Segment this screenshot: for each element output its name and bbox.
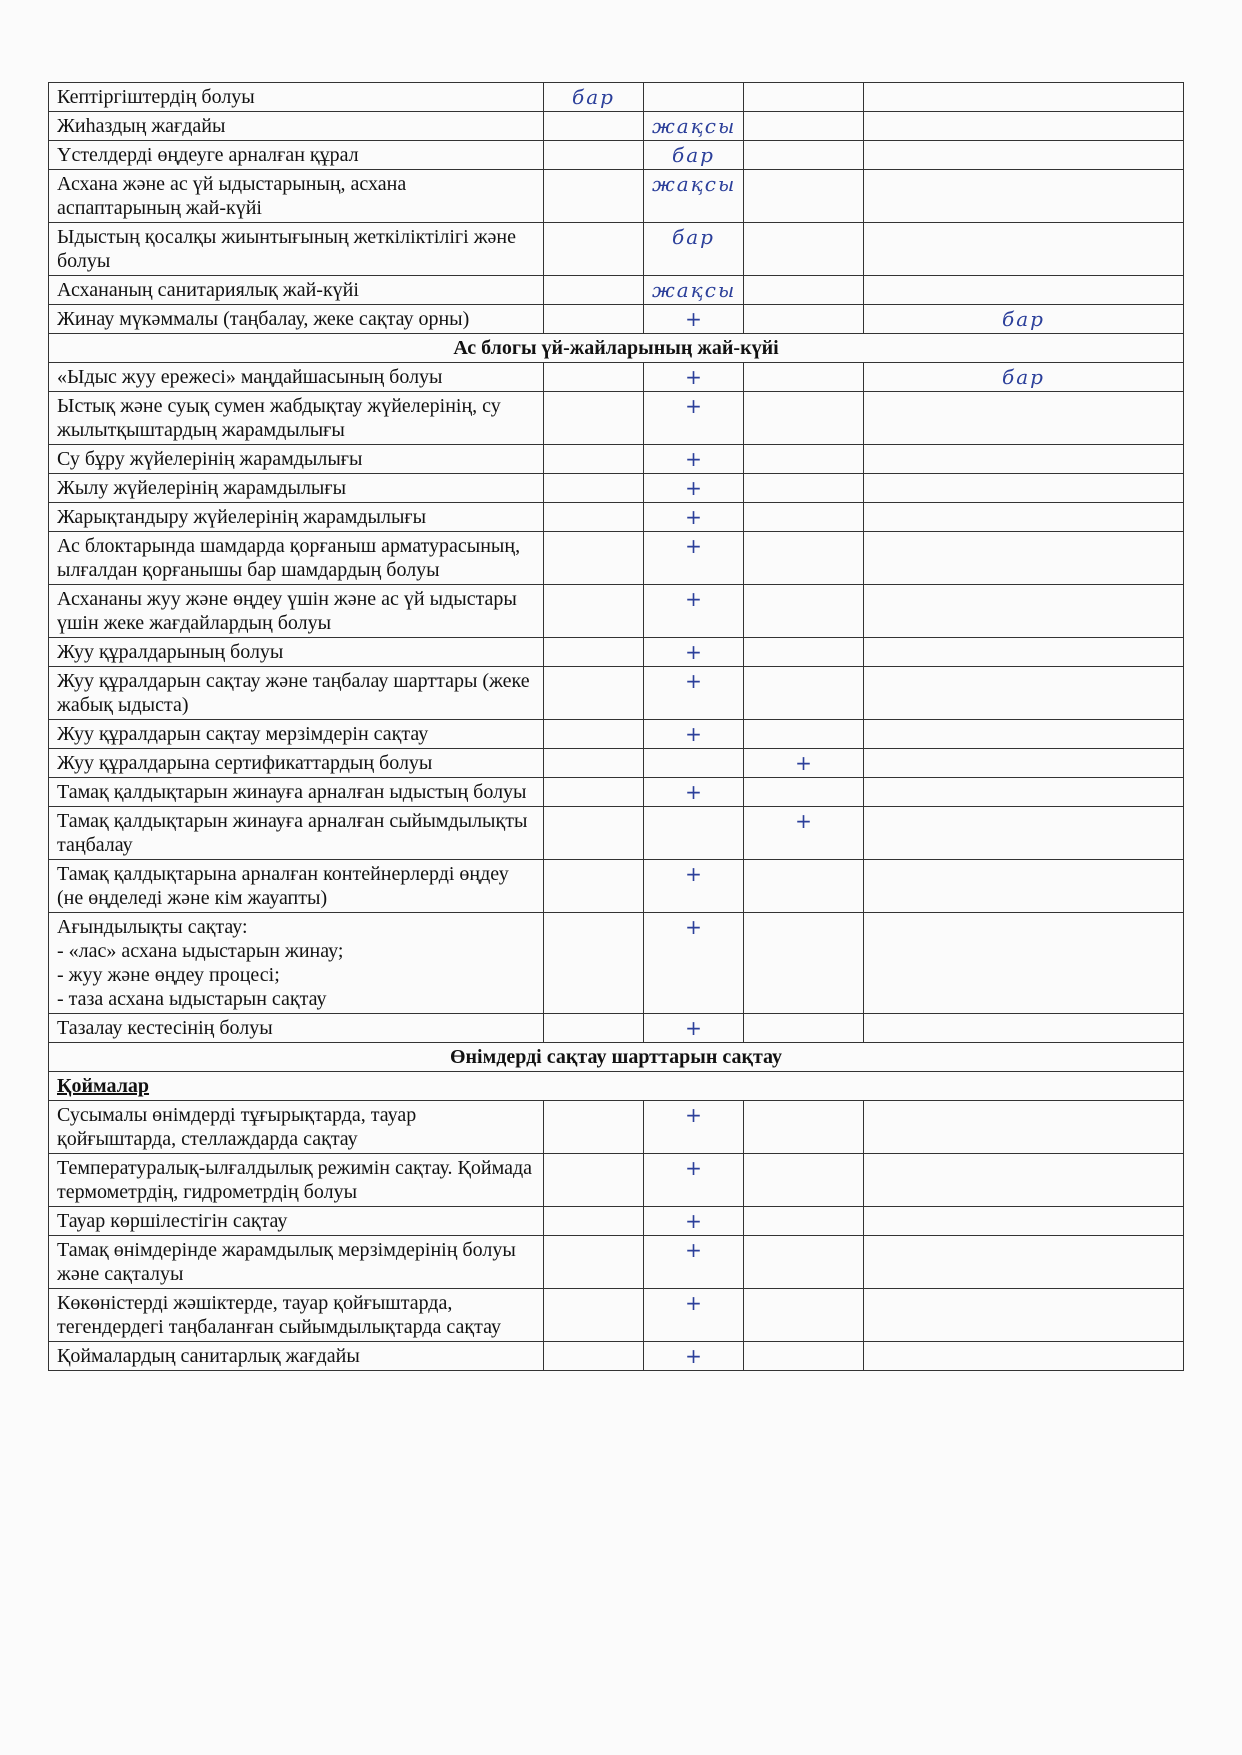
empty-cell (544, 1289, 644, 1342)
empty-cell (744, 1154, 864, 1207)
subheading: Қоймалар (49, 1072, 1184, 1101)
criterion-label: Тамақ қалдықтарын жинауға арналған ыдыстың болуы (49, 778, 544, 807)
table-row (49, 532, 1184, 585)
empty-cell (544, 1014, 644, 1043)
empty-cell (544, 141, 644, 170)
empty-cell (544, 638, 644, 667)
empty-cell (744, 720, 864, 749)
table-row (49, 83, 1184, 112)
empty-cell (744, 276, 864, 305)
check-mark: + (644, 474, 744, 503)
table-row (49, 363, 1184, 392)
section-heading-row (49, 334, 1184, 363)
check-mark: + (644, 667, 744, 720)
empty-cell (544, 720, 644, 749)
empty-cell (744, 778, 864, 807)
empty-cell (544, 276, 644, 305)
criterion-label: Жуу құралдарының болуы (49, 638, 544, 667)
handwritten-note: жақсы (644, 276, 744, 305)
table-row (49, 585, 1184, 638)
criterion-label: Тауар көршілестігін сақтау (49, 1207, 544, 1236)
check-mark: + (644, 305, 744, 334)
table-row (49, 392, 1184, 445)
empty-cell (864, 638, 1184, 667)
empty-cell (544, 1154, 644, 1207)
table-row (49, 1236, 1184, 1289)
table-row (49, 1342, 1184, 1371)
empty-cell (544, 392, 644, 445)
check-mark: + (744, 749, 864, 778)
empty-cell (864, 170, 1184, 223)
empty-cell (744, 1207, 864, 1236)
empty-cell (744, 170, 864, 223)
empty-cell (544, 860, 644, 913)
criterion-label: Асхана және ас үй ыдыстарының, асхана аспаптарының жай-күйі (49, 170, 544, 223)
criterion-label: Ыстық және суық сумен жабдықтау жүйелерінің, су жылытқыштардың жарамдылығы (49, 392, 544, 445)
empty-cell (864, 83, 1184, 112)
check-mark: + (644, 913, 744, 1014)
table-row (49, 223, 1184, 276)
empty-cell (544, 585, 644, 638)
check-mark: + (644, 1207, 744, 1236)
empty-cell (744, 223, 864, 276)
empty-cell (544, 532, 644, 585)
empty-cell (864, 1289, 1184, 1342)
table-row (49, 667, 1184, 720)
check-mark: + (644, 860, 744, 913)
empty-cell (864, 445, 1184, 474)
empty-cell (864, 223, 1184, 276)
empty-cell (864, 585, 1184, 638)
criterion-label: Сусымалы өнімдерді тұғырықтарда, тауар қойғыштарда, стеллаждарда сақтау (49, 1101, 544, 1154)
handwritten-note: жақсы (644, 112, 744, 141)
table-row (49, 305, 1184, 334)
criterion-label: Су бұру жүйелерінің жарамдылығы (49, 445, 544, 474)
section-heading-row (49, 1043, 1184, 1072)
handwritten-note: бар (544, 83, 644, 112)
empty-cell (644, 807, 744, 860)
criterion-label: Көкөністерді жәшіктерде, тауар қойғыштарда, тегендердегі таңбаланған сыйымдылықтарда сақтау (49, 1289, 544, 1342)
check-mark: + (644, 1236, 744, 1289)
empty-cell (744, 83, 864, 112)
table-row (49, 1014, 1184, 1043)
table-row (49, 474, 1184, 503)
criterion-label: Үстелдерді өңдеуге арналған құрал (49, 141, 544, 170)
check-mark: + (644, 445, 744, 474)
empty-cell (864, 276, 1184, 305)
table-row (49, 141, 1184, 170)
empty-cell (744, 392, 864, 445)
criterion-label: Ағындылықты сақтау: - «лас» асхана ыдыстарын жинау; - жуу және өңдеу процесі; - таза асхана ыдыстарын сақтау (49, 913, 544, 1014)
empty-cell (864, 1236, 1184, 1289)
empty-cell (544, 1207, 644, 1236)
table-row (49, 913, 1184, 1014)
check-mark: + (644, 503, 744, 532)
empty-cell (544, 223, 644, 276)
empty-cell (544, 1101, 644, 1154)
empty-cell (644, 83, 744, 112)
criterion-label: Жуу құралдарын сақтау және таңбалау шарттары (жеке жабық ыдыста) (49, 667, 544, 720)
criterion-label: Тамақ қалдықтарына арналған контейнерлерді өңдеу (не өңделеді және кім жауапты) (49, 860, 544, 913)
empty-cell (744, 638, 864, 667)
empty-cell (744, 445, 864, 474)
section-heading: Ас блогы үй-жайларының жай-күйі (49, 334, 1184, 363)
table-row (49, 638, 1184, 667)
empty-cell (744, 1236, 864, 1289)
empty-cell (744, 860, 864, 913)
empty-cell (544, 503, 644, 532)
empty-cell (544, 778, 644, 807)
empty-cell (864, 392, 1184, 445)
check-mark: + (644, 1154, 744, 1207)
table-row (49, 1207, 1184, 1236)
empty-cell (744, 585, 864, 638)
check-mark: + (644, 1101, 744, 1154)
empty-cell (544, 445, 644, 474)
criterion-label: Асхананың санитариялық жай-күйі (49, 276, 544, 305)
empty-cell (544, 305, 644, 334)
criterion-label: Жинау мүкәммалы (таңбалау, жеке сақтау орны) (49, 305, 544, 334)
check-mark: + (644, 778, 744, 807)
check-mark: + (644, 363, 744, 392)
table-row (49, 112, 1184, 141)
empty-cell (864, 1014, 1184, 1043)
check-mark: + (644, 392, 744, 445)
empty-cell (544, 667, 644, 720)
empty-cell (744, 474, 864, 503)
criterion-label: Ас блоктарында шамдарда қорғаныш арматурасының, ылғалдан қорғанышы бар шамдардың болуы (49, 532, 544, 585)
table-row (49, 1101, 1184, 1154)
handwritten-note: бар (644, 223, 744, 276)
criterion-label: Жарықтандыру жүйелерінің жарамдылығы (49, 503, 544, 532)
table-row (49, 1289, 1184, 1342)
empty-cell (864, 1101, 1184, 1154)
criterion-label: Жуу құралдарына сертификаттардың болуы (49, 749, 544, 778)
empty-cell (864, 720, 1184, 749)
table-row (49, 1154, 1184, 1207)
empty-cell (864, 112, 1184, 141)
empty-cell (744, 363, 864, 392)
check-mark: + (644, 720, 744, 749)
empty-cell (744, 305, 864, 334)
empty-cell (864, 1154, 1184, 1207)
check-mark: + (644, 638, 744, 667)
table-row (49, 778, 1184, 807)
empty-cell (744, 141, 864, 170)
empty-cell (744, 503, 864, 532)
empty-cell (744, 1101, 864, 1154)
empty-cell (544, 913, 644, 1014)
handwritten-note: бар (644, 141, 744, 170)
empty-cell (744, 1342, 864, 1371)
table-row (49, 170, 1184, 223)
empty-cell (544, 363, 644, 392)
empty-cell (544, 1236, 644, 1289)
table-row (49, 749, 1184, 778)
empty-cell (744, 112, 864, 141)
check-mark: + (644, 1289, 744, 1342)
empty-cell (864, 749, 1184, 778)
empty-cell (864, 667, 1184, 720)
inspection-checklist-table (48, 82, 1184, 1371)
empty-cell (864, 807, 1184, 860)
handwritten-note: бар (864, 305, 1184, 334)
empty-cell (544, 112, 644, 141)
empty-cell (864, 913, 1184, 1014)
criterion-label: Температуралық-ылғалдылық режимін сақтау. Қоймада термометрдің, гидрометрдің болуы (49, 1154, 544, 1207)
criterion-label: Жылу жүйелерінің жарамдылығы (49, 474, 544, 503)
empty-cell (644, 749, 744, 778)
criterion-label: Тамақ қалдықтарын жинауға арналған сыйымдылықты таңбалау (49, 807, 544, 860)
empty-cell (544, 749, 644, 778)
empty-cell (864, 503, 1184, 532)
criterion-label: Жуу құралдарын сақтау мерзімдерін сақтау (49, 720, 544, 749)
criterion-label: Асхананы жуу және өңдеу үшін және ас үй ыдыстары үшін жеке жағдайлардың болуы (49, 585, 544, 638)
table-row (49, 860, 1184, 913)
criterion-label: Кептіргіштердің болуы (49, 83, 544, 112)
empty-cell (744, 1014, 864, 1043)
empty-cell (864, 860, 1184, 913)
criterion-label: Қоймалардың санитарлық жағдайы (49, 1342, 544, 1371)
check-mark: + (644, 585, 744, 638)
empty-cell (544, 474, 644, 503)
empty-cell (544, 1342, 644, 1371)
empty-cell (864, 778, 1184, 807)
check-mark: + (644, 532, 744, 585)
empty-cell (864, 474, 1184, 503)
section-heading: Өнімдерді сақтау шарттарын сақтау (49, 1043, 1184, 1072)
criterion-label: Тазалау кестесінің болуы (49, 1014, 544, 1043)
empty-cell (744, 532, 864, 585)
check-mark: + (644, 1342, 744, 1371)
check-mark: + (644, 1014, 744, 1043)
empty-cell (544, 170, 644, 223)
criterion-label: Тамақ өнімдерінде жарамдылық мерзімдерінің болуы және сақталуы (49, 1236, 544, 1289)
empty-cell (744, 913, 864, 1014)
check-mark: + (744, 807, 864, 860)
empty-cell (544, 807, 644, 860)
table-row (49, 503, 1184, 532)
empty-cell (864, 1207, 1184, 1236)
criterion-label: «Ыдыс жуу ережесі» маңдайшасының болуы (49, 363, 544, 392)
table-row (49, 807, 1184, 860)
subheading-row (49, 1072, 1184, 1101)
table-row (49, 445, 1184, 474)
criterion-label: Жиһаздың жағдайы (49, 112, 544, 141)
table-row (49, 720, 1184, 749)
empty-cell (864, 141, 1184, 170)
handwritten-note: жақсы (644, 170, 744, 223)
empty-cell (744, 667, 864, 720)
empty-cell (864, 1342, 1184, 1371)
table-row (49, 276, 1184, 305)
handwritten-note: бар (864, 363, 1184, 392)
empty-cell (864, 532, 1184, 585)
empty-cell (744, 1289, 864, 1342)
criterion-label: Ыдыстың қосалқы жиынтығының жеткіліктілігі және болуы (49, 223, 544, 276)
